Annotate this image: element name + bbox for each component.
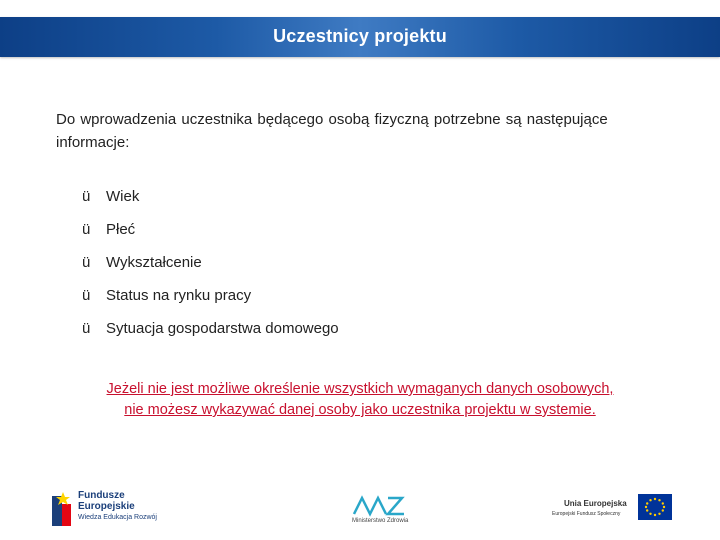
requirements-list: [82, 180, 339, 345]
ue-logo-title: Unia Europejska: [564, 499, 627, 508]
intro-text: Do wprowadzenia uczestnika będącego osobą fizyczną potrzebne są następujące informacje:: [56, 111, 608, 151]
list-item: [82, 246, 339, 279]
eu-flag-icon: [638, 494, 672, 520]
fe-logo-text: Fundusze Europejskie: [78, 490, 135, 512]
warning-line-2: nie możesz wykazywać danej osoby jako uczestnika projektu w systemie.: [124, 402, 596, 418]
requirement-label: Status na rynku pracy: [106, 287, 252, 304]
slide-title: Uczestnicy projektu: [273, 26, 447, 46]
fe-star-icon: [50, 490, 76, 528]
list-item: [82, 279, 339, 312]
mz-logo-subtitle: Ministerstwo Zdrowia: [352, 518, 409, 524]
unia-europejska-logo: [548, 494, 674, 524]
checkmark-icon: ü: [82, 254, 91, 271]
checkmark-icon: ü: [82, 188, 91, 205]
list-item: [82, 213, 339, 246]
requirement-label: Płeć: [106, 221, 136, 238]
mz-mark-icon: [340, 494, 420, 518]
title-bar: [0, 17, 720, 57]
checkmark-icon: ü: [82, 287, 91, 304]
checkmark-icon: ü: [82, 320, 91, 337]
list-item: [82, 180, 339, 213]
warning-note: [30, 379, 690, 421]
ministerstwo-zdrowia-logo: [340, 494, 420, 532]
fe-logo-subtitle: Wiedza Edukacja Rozwój: [78, 514, 157, 521]
requirement-label: Sytuacja gospodarstwa domowego: [106, 320, 339, 337]
warning-line-1: Jeżeli nie jest możliwe określenie wszystkich wymaganych danych osobowych,: [106, 381, 614, 397]
list-item: [82, 312, 339, 345]
requirement-label: Wykształcenie: [106, 254, 202, 271]
footer-logos: [0, 478, 720, 538]
ue-logo-subtitle: Europejski Fundusz Społeczny: [552, 511, 621, 517]
fundusze-europejskie-logo: [50, 490, 170, 528]
checkmark-icon: ü: [82, 221, 91, 238]
requirement-label: Wiek: [106, 188, 140, 205]
